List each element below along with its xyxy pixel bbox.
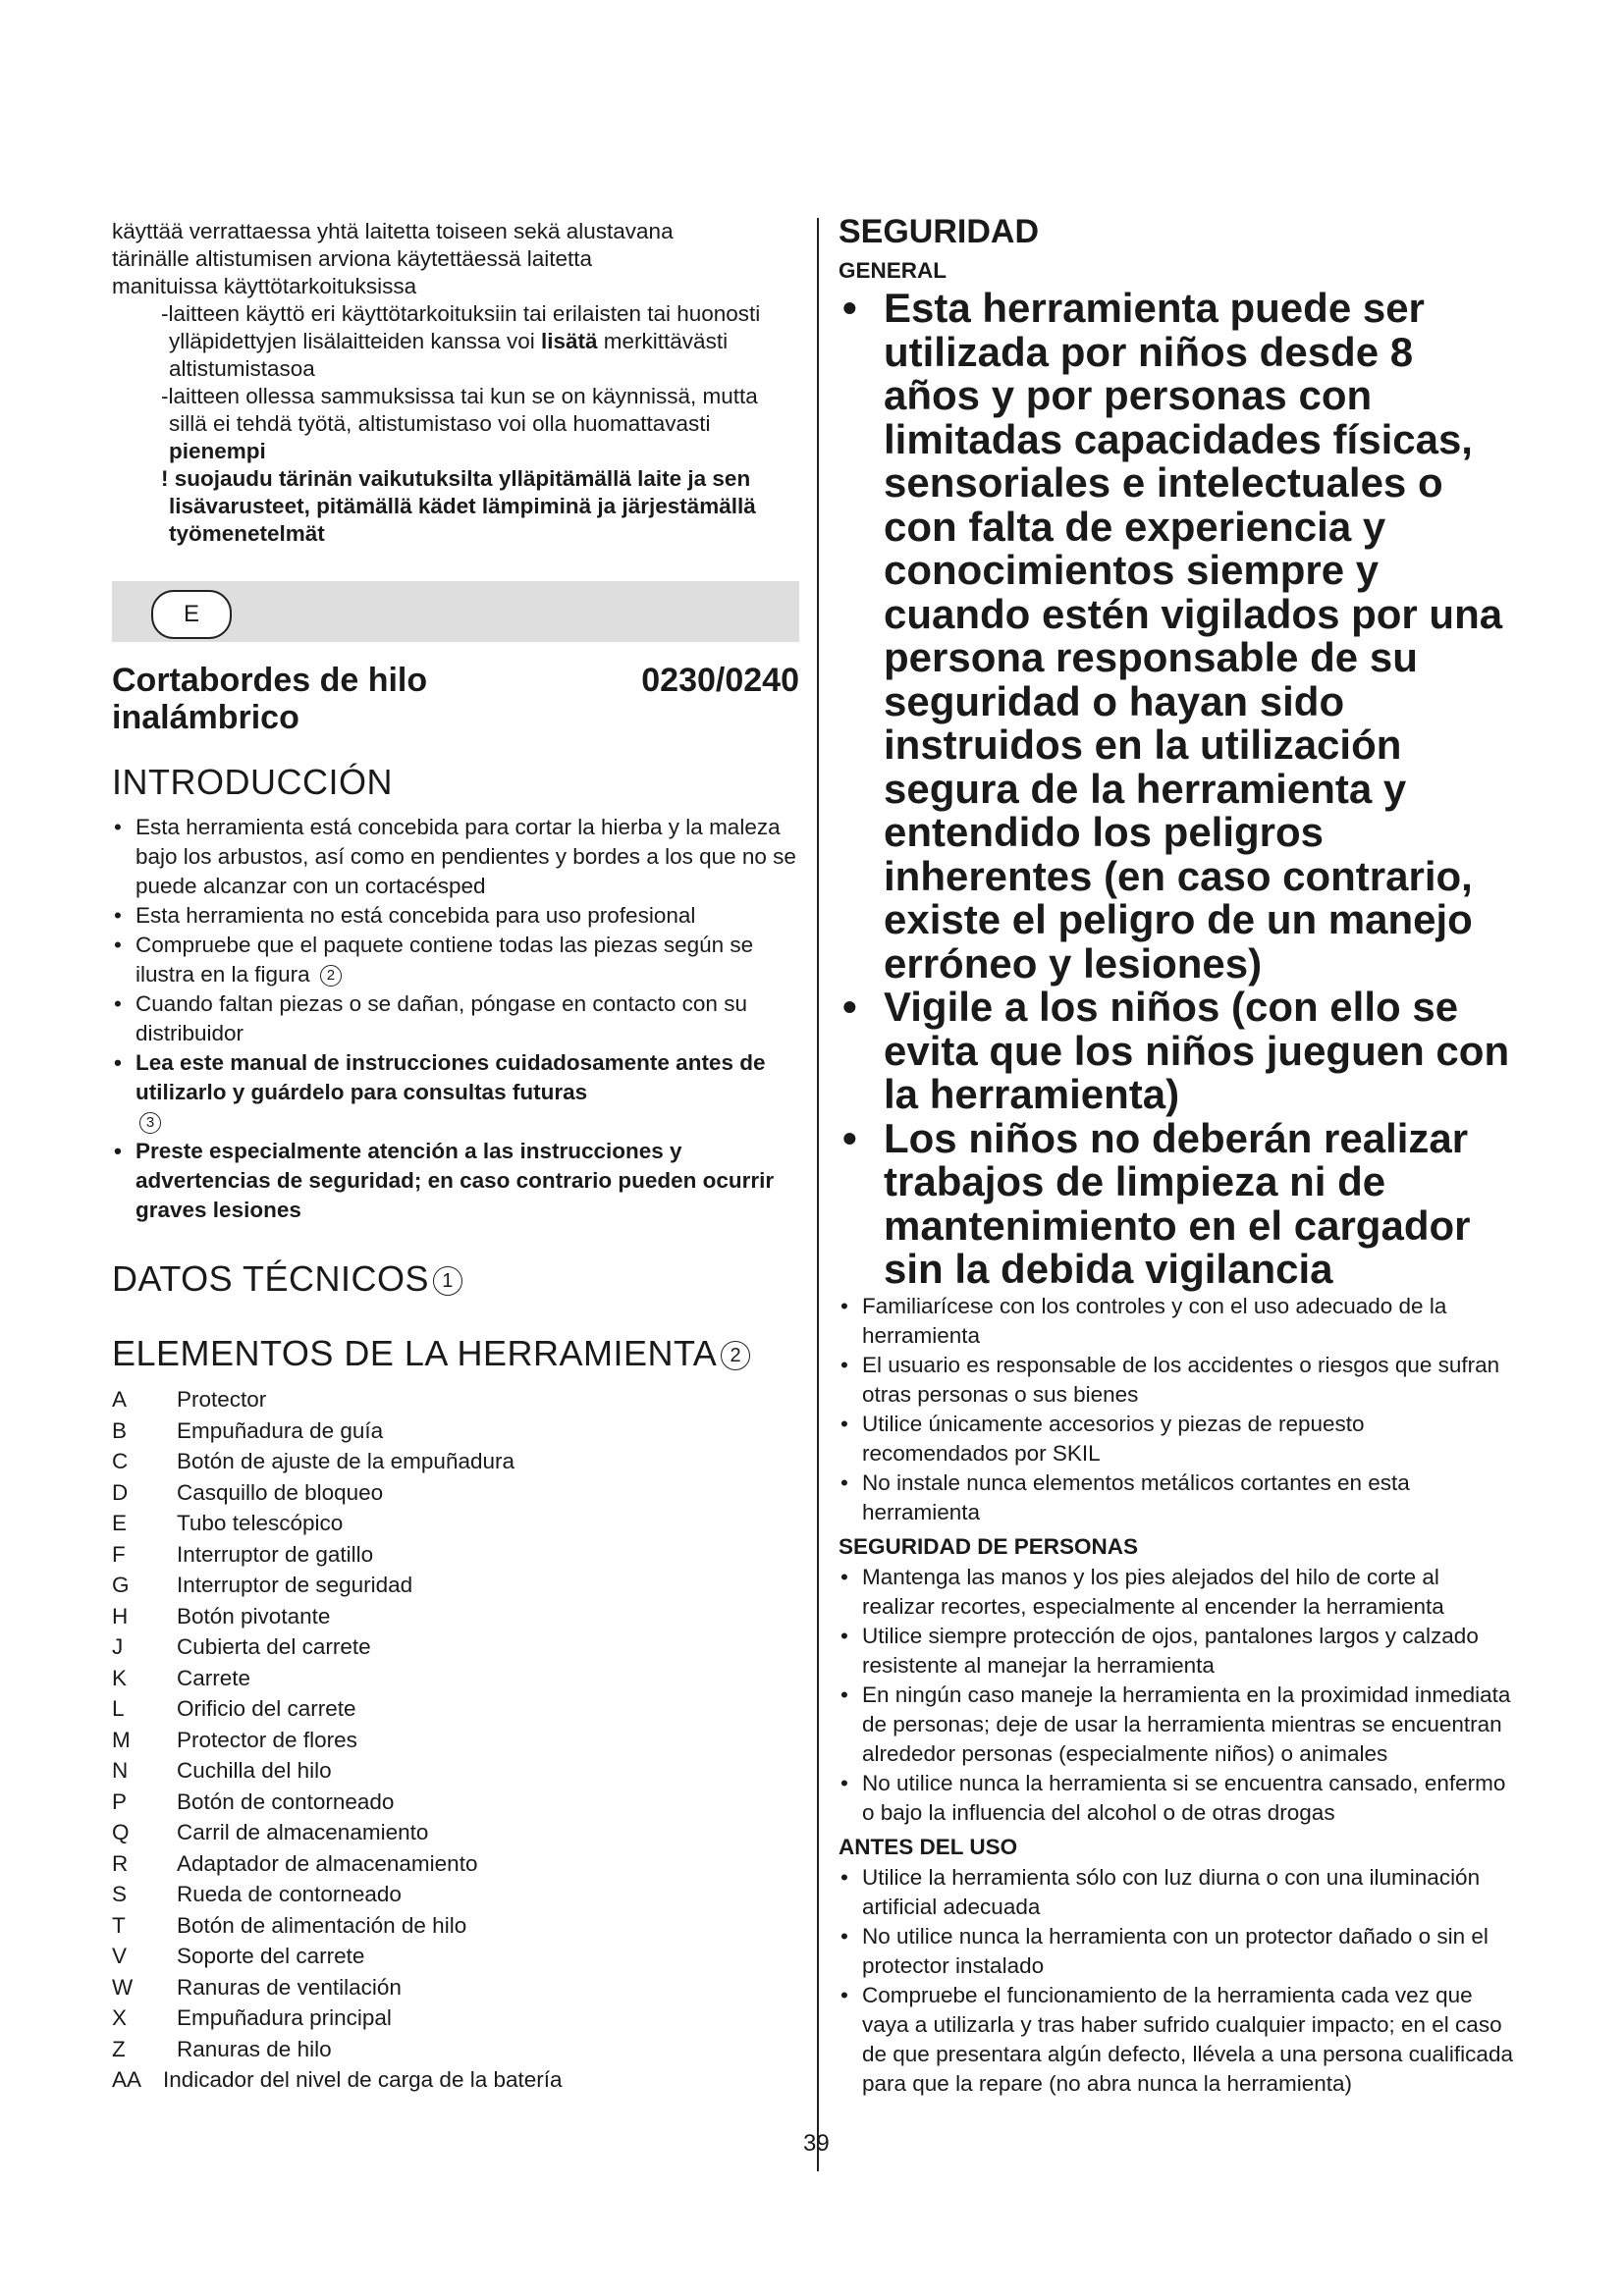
part-label: Empuñadura de guía	[177, 1417, 384, 1443]
list-item: • Esta herramienta puede ser utilizada por niños desde 8 años y por personas con limitadas capacidades físicas, sensoriales e intelectuales o con falta de experiencia y conocimientos siempre y cuando estén vigilados por una persona responsable de su seguridad o hayan sido instruidos en la utilización segura de la herramienta y entendido los peligros inherentes (en caso contrario, existe el peligro de un manejo erróneo y lesiones)	[839, 287, 1516, 986]
part-key: B	[112, 1417, 128, 1443]
figure-ref: 3	[139, 1112, 161, 1134]
part-row	[112, 1879, 799, 1910]
part-key: Z	[112, 2036, 126, 2061]
part-label: Orificio del carrete	[177, 1696, 356, 1721]
list-item: • No utilice nunca la herramienta con un protector dañado o sin el protector instalado	[839, 1922, 1516, 1981]
part-key: F	[112, 1541, 126, 1567]
part-key: K	[112, 1665, 128, 1690]
antes-heading: ANTES DEL USO	[839, 1834, 1018, 1859]
part-key: G	[112, 1573, 130, 1597]
list-item: • Vigile a los niños (con ello se evita que los niños jueguen con la herramienta)	[839, 986, 1516, 1117]
list-item: • Mantenga las manos y los pies alejados del hilo de corte al realizar recortes, especialmente al encender la herramienta	[839, 1563, 1516, 1622]
part-row	[112, 1539, 799, 1571]
part-key: T	[112, 1912, 126, 1938]
part-key: X	[112, 2005, 128, 2030]
part-row	[112, 1446, 799, 1477]
finnish-line: käyttää verrattaessa yhtä laitetta toiseen sekä alustavana	[112, 219, 674, 243]
figure-ref: 2	[320, 965, 342, 987]
list-item: • Cuando faltan piezas o se dañan, póngase en contacto con su distribuidor	[112, 989, 799, 1048]
part-row	[112, 1787, 799, 1818]
part-label: Ranuras de hilo	[177, 2036, 332, 2061]
right-column	[839, 212, 1516, 2099]
list-item: • El usuario es responsable de los accidentes o riesgos que sufran otras personas o sus bienes	[839, 1351, 1516, 1410]
part-row	[112, 1384, 799, 1415]
general-heading: GENERAL	[839, 258, 947, 283]
intro-list	[112, 813, 799, 1225]
part-key: H	[112, 1603, 129, 1629]
part-row	[112, 1848, 799, 1880]
part-label: Soporte del carrete	[177, 1944, 365, 1968]
part-label: Protector de flores	[177, 1727, 357, 1752]
figure-ref: 2	[721, 1341, 750, 1370]
part-row	[112, 1693, 799, 1725]
part-row	[112, 1972, 799, 2003]
finnish-vibration-text	[112, 218, 799, 548]
part-key: S	[112, 1882, 128, 1906]
left-column	[112, 218, 799, 2096]
part-key: R	[112, 1850, 129, 1876]
part-key: A	[112, 1387, 128, 1412]
elementos-title: ELEMENTOS DE LA HERRAMIENTA 2	[112, 1333, 799, 1374]
part-label: Carrete	[177, 1665, 251, 1690]
product-title: Cortabordes de hilo inalámbrico	[112, 662, 428, 736]
part-row	[112, 1477, 799, 1509]
part-row	[112, 1570, 799, 1601]
finnish-line: manituissa käyttötarkoituksissa	[112, 274, 417, 298]
part-key: V	[112, 1944, 128, 1968]
part-label: Botón de alimentación de hilo	[177, 1912, 467, 1938]
list-item: • Compruebe que el paquete contiene todas las piezas según se ilustra en la figura 2	[112, 931, 799, 989]
list-item: • No instale nunca elementos metálicos cortantes en esta herramienta	[839, 1468, 1516, 1527]
part-label: Cubierta del carrete	[177, 1634, 371, 1659]
figure-ref: 1	[433, 1266, 462, 1296]
part-label: Botón de ajuste de la empuñadura	[177, 1449, 515, 1473]
part-label: Protector	[177, 1387, 267, 1412]
page-number: 39	[803, 2130, 830, 2157]
antes-list	[839, 1863, 1516, 2099]
part-key: N	[112, 1758, 129, 1783]
intro-title: INTRODUCCIÓN	[112, 762, 393, 802]
finnish-warning: ! suojaudu tärinän vaikutuksilta ylläpitämällä laite ja sen lisävarusteet, pitämällä kädet lämpiminä ja järjestämällä työmenetelmät	[161, 466, 756, 546]
column-divider	[817, 218, 819, 2171]
list-item: • Esta herramienta no está concebida para uso profesional	[112, 901, 799, 931]
part-key: E	[112, 1511, 128, 1535]
finnish-sub-item: -laitteen käyttö eri käyttötarkoituksiin tai erilaisten tai huonosti ylläpidettyjen lisälaitteiden kanssa voi lisätä merkittävästi altistumistasoa	[161, 301, 761, 381]
part-label: Tubo telescópico	[177, 1511, 344, 1535]
part-row	[112, 1631, 799, 1663]
part-row	[112, 2002, 799, 2034]
list-item: • No utilice nunca la herramienta si se encuentra cansado, enfermo o bajo la influencia del alcohol o de otras drogas	[839, 1769, 1516, 1828]
datos-title: DATOS TÉCNICOS 1	[112, 1258, 799, 1300]
part-row	[112, 1415, 799, 1447]
part-label: Adaptador de almacenamiento	[177, 1850, 478, 1876]
product-code: 0230/0240	[641, 662, 799, 699]
part-row	[112, 1601, 799, 1632]
part-key: W	[112, 1974, 134, 2000]
part-key: L	[112, 1696, 125, 1721]
part-label: Casquillo de bloqueo	[177, 1479, 384, 1505]
seguridad-title: SEGURIDAD	[839, 213, 1040, 250]
list-item: • Utilice únicamente accesorios y piezas de repuesto recomendados por SKIL	[839, 1410, 1516, 1468]
part-row	[112, 1508, 799, 1539]
language-badge: E	[151, 590, 232, 639]
big-warning-list	[839, 287, 1516, 1292]
part-row	[112, 1755, 799, 1787]
personas-list	[839, 1563, 1516, 1828]
part-key: D	[112, 1479, 129, 1505]
personas-heading: SEGURIDAD DE PERSONAS	[839, 1533, 1139, 1559]
part-label: Empuñadura principal	[177, 2005, 392, 2030]
finnish-line: tärinälle altistumisen arviona käytettäessä laitetta	[112, 246, 593, 271]
part-row	[112, 2034, 799, 2065]
parts-list	[112, 1384, 799, 2096]
list-item: • En ningún caso maneje la herramienta en la proximidad inmediata de personas; deje de usar la herramienta mientras se encuentran alrededor personas (especialmente niños) o animales	[839, 1681, 1516, 1769]
part-label: Ranuras de ventilación	[177, 1974, 402, 2000]
finnish-sub-item: -laitteen ollessa sammuksissa tai kun se on käynnissä, mutta sillä ei tehdä työtä, altistumistaso voi olla huomattavasti pienempi	[161, 384, 758, 463]
list-item: • Lea este manual de instrucciones cuidadosamente antes de utilizarlo y guárdelo para consultas futuras 3	[112, 1048, 799, 1137]
part-row	[112, 1725, 799, 1756]
part-key: Q	[112, 1820, 130, 1844]
list-item: • Los niños no deberán realizar trabajos de limpieza ni de mantenimiento en el cargador sin la debida vigilancia	[839, 1117, 1516, 1292]
list-item: • Familiarícese con los controles y con el uso adecuado de la herramienta	[839, 1292, 1516, 1351]
part-key: P	[112, 1789, 128, 1814]
part-label: Rueda de contorneado	[177, 1882, 402, 1906]
part-label: Cuchilla del hilo	[177, 1758, 332, 1783]
part-row	[112, 1941, 799, 1972]
list-item: • Preste especialmente atención a las instrucciones y advertencias de seguridad; en caso contrario pueden ocurrir graves lesiones	[112, 1137, 799, 1225]
part-label: Botón pivotante	[177, 1603, 331, 1629]
part-label: Interruptor de gatillo	[177, 1541, 374, 1567]
language-bar	[112, 581, 799, 642]
list-item: • Utilice siempre protección de ojos, pantalones largos y calzado resistente al manejar la herramienta	[839, 1622, 1516, 1681]
part-label: Botón de contorneado	[177, 1789, 395, 1814]
list-item: • Esta herramienta está concebida para cortar la hierba y la maleza bajo los arbustos, así como en pendientes y bordes a los que no se puede alcanzar con un cortacésped	[112, 813, 799, 901]
part-label: Indicador del nivel de carga de la batería	[163, 2067, 563, 2092]
part-row	[112, 1910, 799, 1942]
part-row	[112, 1817, 799, 1848]
part-key: M	[112, 1727, 131, 1752]
part-row	[112, 1663, 799, 1694]
list-item: • Compruebe el funcionamiento de la herramienta cada vez que vaya a utilizarla y tras haber sufrido cualquier impacto; en el caso de que presentara algún defecto, llévela a una persona cualificada para que la repare (no abra nunca la herramienta)	[839, 1981, 1516, 2099]
product-header	[112, 662, 799, 736]
part-row	[112, 2064, 799, 2096]
part-key: C	[112, 1449, 129, 1473]
part-label: Carril de almacenamiento	[177, 1820, 429, 1844]
part-key: J	[112, 1634, 124, 1659]
part-label: Interruptor de seguridad	[177, 1573, 413, 1597]
part-key: AA	[112, 2067, 142, 2092]
list-item: • Utilice la herramienta sólo con luz diurna o con una iluminación artificial adecuada	[839, 1863, 1516, 1922]
general-list	[839, 1292, 1516, 1527]
